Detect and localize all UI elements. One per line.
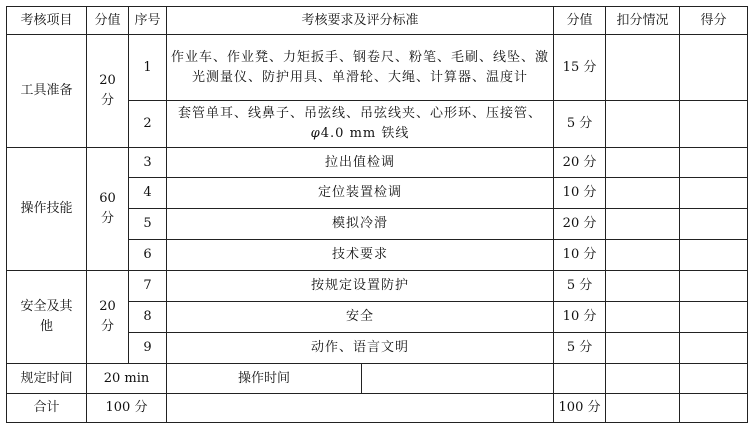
total-deduction[interactable] bbox=[606, 394, 680, 423]
row-points: 5 分 bbox=[554, 271, 606, 302]
row-points: 10 分 bbox=[554, 178, 606, 209]
table-row bbox=[7, 271, 748, 302]
row-seq: 4 bbox=[129, 178, 167, 209]
row-requirement: 作业车、作业凳、力矩扳手、钢卷尺、粉笔、毛刷、线坠、激光测量仪、防护用具、单滑轮、大绳、计算器、温度计 bbox=[167, 35, 554, 101]
row-deduction[interactable] bbox=[606, 302, 680, 333]
row-requirement bbox=[167, 101, 554, 148]
row-deduction[interactable] bbox=[606, 333, 680, 364]
row-seq: 2 bbox=[129, 101, 167, 148]
header-seq: 序号 bbox=[129, 7, 167, 35]
header-deduction: 扣分情况 bbox=[606, 7, 680, 35]
table-row bbox=[7, 35, 748, 101]
row-requirement: 动作、语言文明 bbox=[167, 333, 554, 364]
row-result[interactable] bbox=[680, 209, 748, 240]
row-seq: 6 bbox=[129, 240, 167, 271]
row-result[interactable] bbox=[680, 271, 748, 302]
row-seq: 3 bbox=[129, 148, 167, 178]
requirement-text-after: 4.0 mm 铁线 bbox=[320, 126, 410, 141]
total-value: 100 分 bbox=[87, 394, 167, 423]
row-result[interactable] bbox=[680, 178, 748, 209]
row-requirement: 定位装置检调 bbox=[167, 178, 554, 209]
row-requirement: 安全 bbox=[167, 302, 554, 333]
group-score: 60 分 bbox=[87, 148, 129, 271]
header-points: 分值 bbox=[554, 7, 606, 35]
row-result[interactable] bbox=[680, 240, 748, 271]
time-row bbox=[7, 364, 748, 394]
row-deduction[interactable] bbox=[606, 271, 680, 302]
group-score: 20 分 bbox=[87, 271, 129, 364]
row-seq: 8 bbox=[129, 302, 167, 333]
total-requirement bbox=[167, 394, 554, 423]
row-points: 15 分 bbox=[554, 35, 606, 101]
row-deduction[interactable] bbox=[606, 148, 680, 178]
header-requirement: 考核要求及评分标准 bbox=[167, 7, 554, 35]
row-seq: 5 bbox=[129, 209, 167, 240]
row-deduction[interactable] bbox=[606, 178, 680, 209]
header-result: 得分 bbox=[680, 7, 748, 35]
row-result[interactable] bbox=[680, 101, 748, 148]
row-seq: 1 bbox=[129, 35, 167, 101]
header-score: 分值 bbox=[87, 7, 129, 35]
time-value: 20 min bbox=[87, 364, 167, 394]
row-deduction[interactable] bbox=[606, 35, 680, 101]
row-result[interactable] bbox=[680, 302, 748, 333]
row-result[interactable] bbox=[680, 333, 748, 364]
header-item: 考核项目 bbox=[7, 7, 87, 35]
time-points bbox=[554, 364, 606, 394]
time-deduction bbox=[606, 364, 680, 394]
group-name: 安全及其他 bbox=[7, 271, 87, 364]
group-score: 20 分 bbox=[87, 35, 129, 148]
row-points: 5 分 bbox=[554, 101, 606, 148]
row-deduction[interactable] bbox=[606, 101, 680, 148]
row-requirement: 按规定设置防护 bbox=[167, 271, 554, 302]
row-result[interactable] bbox=[680, 35, 748, 101]
row-seq: 9 bbox=[129, 333, 167, 364]
op-time-label: 操作时间 bbox=[167, 364, 362, 394]
row-points: 20 分 bbox=[554, 209, 606, 240]
row-points: 5 分 bbox=[554, 333, 606, 364]
row-points: 10 分 bbox=[554, 240, 606, 271]
phi-symbol: φ bbox=[310, 126, 321, 141]
total-result[interactable] bbox=[680, 394, 748, 423]
group-name: 工具准备 bbox=[7, 35, 87, 148]
total-points: 100 分 bbox=[554, 394, 606, 423]
row-requirement: 模拟冷滑 bbox=[167, 209, 554, 240]
total-row bbox=[7, 394, 748, 423]
row-points: 20 分 bbox=[554, 148, 606, 178]
table-row bbox=[7, 148, 748, 178]
row-deduction[interactable] bbox=[606, 240, 680, 271]
row-result[interactable] bbox=[680, 148, 748, 178]
total-label: 合计 bbox=[7, 394, 87, 423]
row-deduction[interactable] bbox=[606, 209, 680, 240]
scoring-table bbox=[6, 6, 748, 423]
header-row bbox=[7, 7, 748, 35]
time-label: 规定时间 bbox=[7, 364, 87, 394]
group-name: 操作技能 bbox=[7, 148, 87, 271]
row-requirement: 拉出值检调 bbox=[167, 148, 554, 178]
row-requirement: 技术要求 bbox=[167, 240, 554, 271]
row-points: 10 分 bbox=[554, 302, 606, 333]
row-seq: 7 bbox=[129, 271, 167, 302]
op-time-value[interactable] bbox=[362, 364, 554, 394]
time-result bbox=[680, 364, 748, 394]
requirement-text-before: 套管单耳、线鼻子、吊弦线、吊弦线夹、心形环、压接管、 bbox=[178, 106, 543, 121]
